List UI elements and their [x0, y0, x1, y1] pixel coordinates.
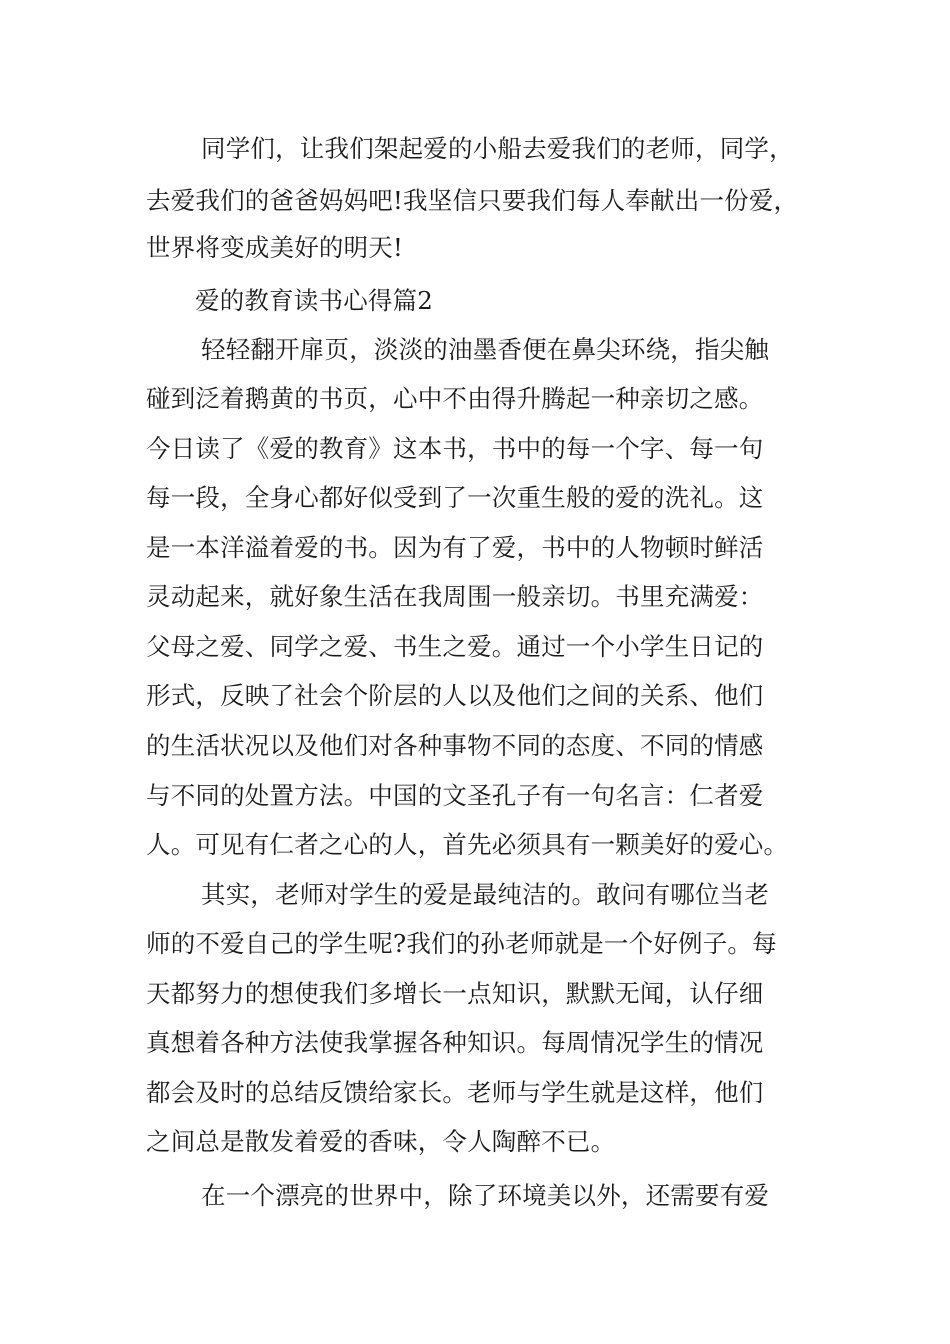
paragraph-line: 其实，老师对学生的爱是最纯洁的。敢问有哪位当老	[201, 880, 770, 909]
paragraph-line: 同学们，让我们架起爱的小船去爱我们的老师，同学，	[201, 134, 794, 163]
paragraph-line: 每一段，全身心都好似受到了一次重生般的爱的洗礼。这	[146, 483, 764, 512]
paragraph-line: 师的不爱自己的学生呢?我们的孙老师就是一个好例子。每	[146, 929, 777, 958]
paragraph-line: 人。可见有仁者之心的人，首先必须具有一颗美好的爱心。	[146, 830, 789, 859]
paragraph-line: 灵动起来，就好象生活在我周围一般亲切。书里充满爱：	[146, 582, 764, 611]
paragraph-line: 今日读了《爱的教育》这本书，书中的每一个字、每一句	[146, 434, 764, 463]
paragraph-line: 的生活状况以及他们对各种事物不同的态度、不同的情感	[146, 731, 764, 760]
paragraph-line: 真想着各种方法使我掌握各种知识。每周情况学生的情况	[146, 1028, 764, 1057]
paragraph-line: 父母之爱、同学之爱、书生之爱。通过一个小学生日记的	[146, 632, 764, 661]
paragraph-line: 碰到泛着鹅黄的书页，心中不由得升腾起一种亲切之感。	[146, 384, 764, 413]
section-heading: 爱的教育读书心得篇2	[195, 286, 434, 315]
paragraph-line: 在一个漂亮的世界中，除了环境美以外，还需要有爱	[201, 1181, 770, 1210]
paragraph-line: 形式，反映了社会个阶层的人以及他们之间的关系、他们	[146, 681, 764, 710]
paragraph-line: 是一本洋溢着爱的书。因为有了爱，书中的人物顿时鲜活	[146, 533, 764, 562]
paragraph-line: 去爱我们的爸爸妈妈吧!我坚信只要我们每人奉献出一份爱，	[146, 186, 799, 215]
paragraph-line: 世界将变成美好的明天!	[146, 233, 404, 262]
paragraph-line: 天都努力的想使我们多增长一点知识，默默无闻，认仔细	[146, 979, 764, 1008]
paragraph-line: 轻轻翻开扉页，淡淡的油墨香便在鼻尖环绕，指尖触	[201, 335, 770, 364]
paragraph-line: 与不同的处置方法。中国的文圣孔子有一句名言：仁者爱	[146, 781, 764, 810]
paragraph-line: 都会及时的总结反馈给家长。老师与学生就是这样，他们	[146, 1078, 764, 1107]
paragraph-line: 之间总是散发着爱的香味，令人陶醉不已。	[146, 1127, 616, 1156]
